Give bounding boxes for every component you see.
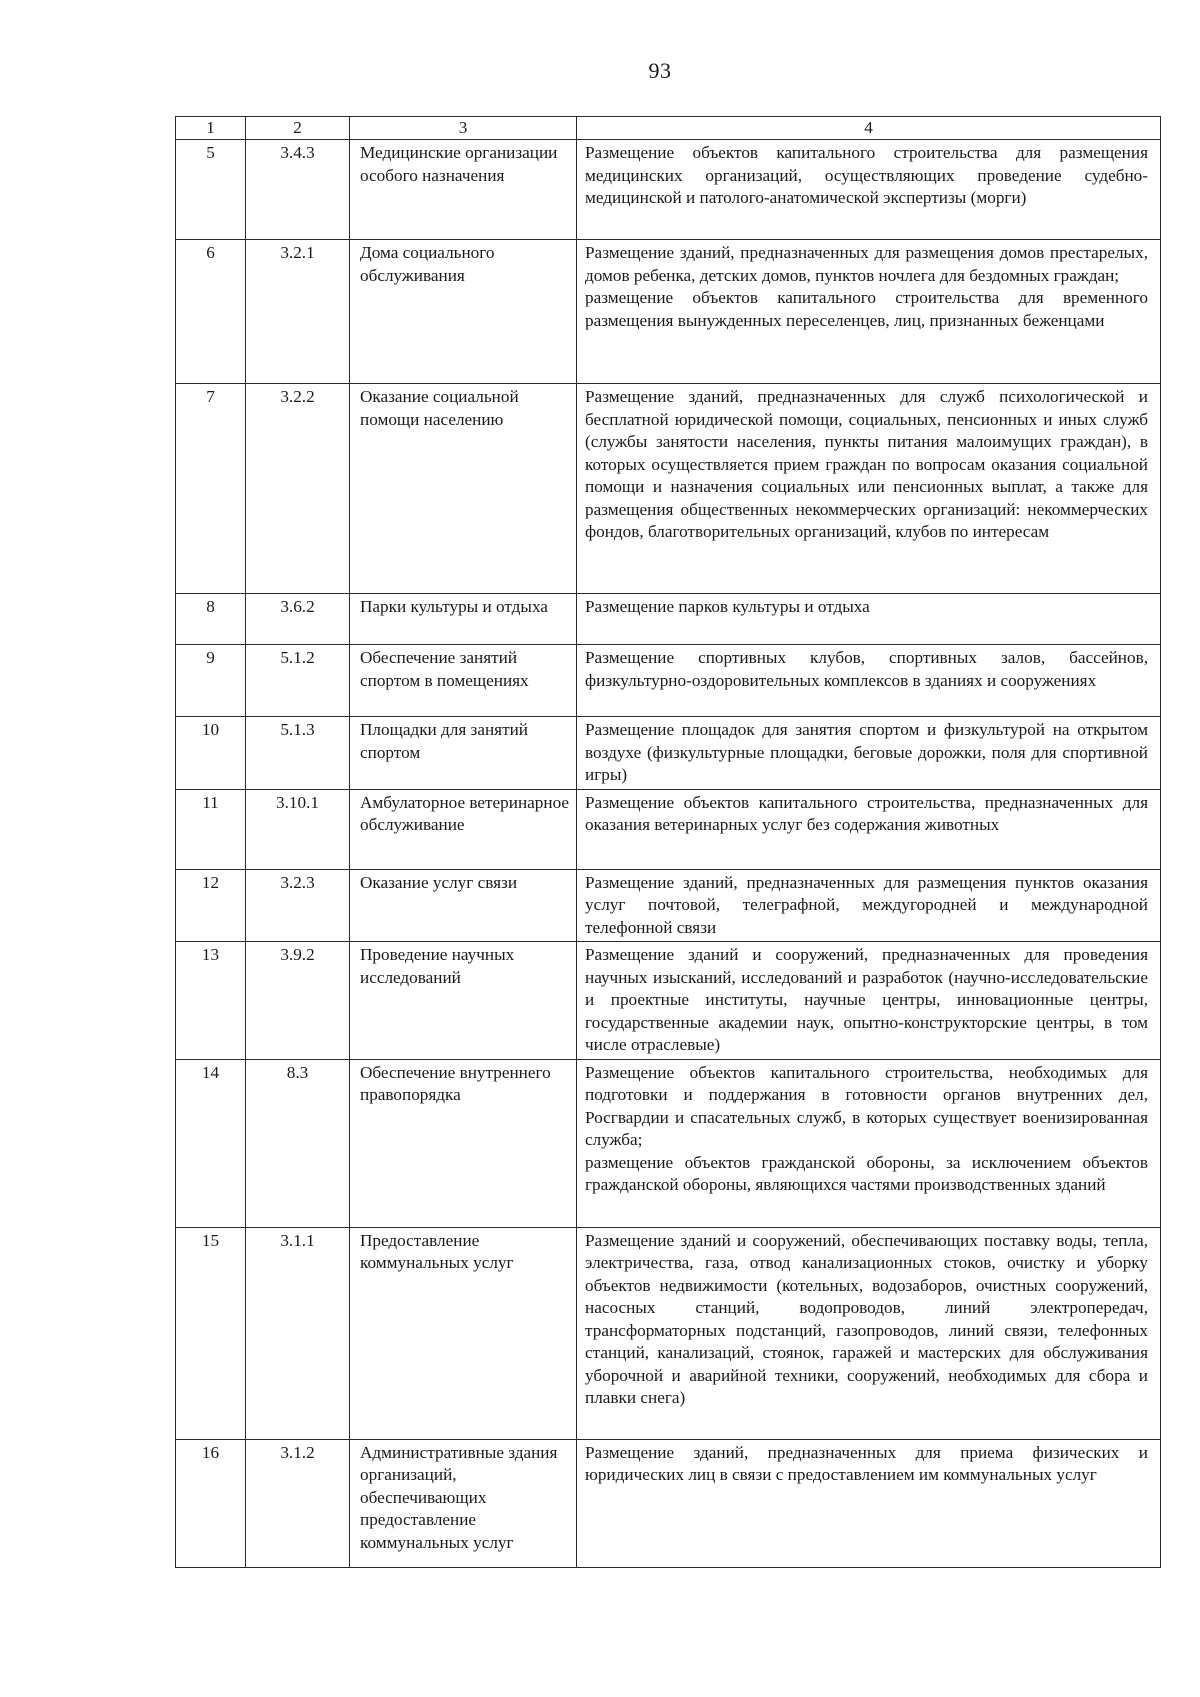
row-number-cell: 7 <box>176 384 246 594</box>
table-row <box>176 717 1161 790</box>
header-cell-3: 3 <box>350 117 577 140</box>
use-name-cell: Медицинские организации особого назначения <box>350 140 577 240</box>
use-description-cell <box>577 789 1161 869</box>
row-number-cell: 9 <box>176 645 246 717</box>
use-name-cell: Оказание услуг связи <box>350 869 577 942</box>
use-name-cell: Обеспечение внутреннего правопорядка <box>350 1059 577 1227</box>
row-number-cell: 16 <box>176 1439 246 1567</box>
table-row <box>176 140 1161 240</box>
description-paragraph: Размещение зданий, предназначенных для размещения пунктов оказания услуг почтовой, телеграфной, междугородней и международной телефонной связи <box>585 872 1148 937</box>
use-description-cell <box>577 942 1161 1060</box>
table-row <box>176 384 1161 594</box>
use-name-cell: Парки культуры и отдыха <box>350 594 577 645</box>
table-row <box>176 594 1161 645</box>
row-number-cell: 11 <box>176 789 246 869</box>
use-name-cell: Амбулаторное ветеринарное обслуживание <box>350 789 577 869</box>
row-number-cell: 13 <box>176 942 246 1060</box>
use-description-cell <box>577 594 1161 645</box>
use-description-cell <box>577 717 1161 790</box>
table-row <box>176 1227 1161 1439</box>
row-number-cell: 14 <box>176 1059 246 1227</box>
use-code-cell: 3.10.1 <box>246 789 350 869</box>
use-code-cell: 5.1.3 <box>246 717 350 790</box>
row-number-cell: 10 <box>176 717 246 790</box>
table-row <box>176 240 1161 384</box>
use-code-cell: 8.3 <box>246 1059 350 1227</box>
description-paragraph: Размещение объектов капитального строительства, необходимых для подготовки и поддержания в готовности органов внутренних дел, Росгвардии и спасательных служб, в которых существует военизированная служба; <box>585 1062 1148 1149</box>
row-number-cell: 8 <box>176 594 246 645</box>
use-name-cell: Предоставление коммунальных услуг <box>350 1227 577 1439</box>
use-code-cell: 3.4.3 <box>246 140 350 240</box>
use-description-cell <box>577 645 1161 717</box>
table-row <box>176 942 1161 1060</box>
row-number-cell: 6 <box>176 240 246 384</box>
use-name-cell: Площадки для занятий спортом <box>350 717 577 790</box>
use-code-cell: 3.6.2 <box>246 594 350 645</box>
use-name-cell: Оказание социальной помощи населению <box>350 384 577 594</box>
use-code-cell: 3.2.2 <box>246 384 350 594</box>
use-description-cell <box>577 1439 1161 1567</box>
description-paragraph: Размещение зданий, предназначенных для размещения домов престарелых, домов ребенка, детских домов, пунктов ночлега для бездомных граждан; <box>585 243 1148 285</box>
table-header-row <box>176 117 1161 140</box>
use-name-cell: Проведение научных исследований <box>350 942 577 1060</box>
use-code-cell: 3.9.2 <box>246 942 350 1060</box>
use-code-cell: 3.2.1 <box>246 240 350 384</box>
header-cell-1: 1 <box>176 117 246 140</box>
use-description-cell <box>577 240 1161 384</box>
use-description-cell <box>577 1227 1161 1439</box>
description-paragraph: Размещение объектов капитального строительства для размещения медицинских организаций, осуществляющих проведение судебно-медицинской и патолого-анатомической экспертизы (морги) <box>585 143 1148 207</box>
description-paragraph: Размещение спортивных клубов, спортивных залов, бассейнов, физкультурно-оздоровительных комплексов в зданиях и сооружениях <box>585 648 1148 690</box>
use-name-cell: Обеспечение занятий спортом в помещениях <box>350 645 577 717</box>
description-paragraph: Размещение парков культуры и отдыха <box>585 597 870 616</box>
header-cell-4: 4 <box>577 117 1161 140</box>
use-code-cell: 3.2.3 <box>246 869 350 942</box>
row-number-cell: 12 <box>176 869 246 942</box>
table-row <box>176 789 1161 869</box>
table-row <box>176 645 1161 717</box>
description-paragraph: Размещение зданий, предназначенных для служб психологической и бесплатной юридической помощи, социальных, пенсионных и иных служб (службы занятости населения, пункты питания малоимущих граждан), в которых осуществляется прием граждан по вопросам оказания социальной помощи и назначения социальных или пенсионных выплат, а также для размещения общественных некоммерческих организаций: некоммерческих фондов, благотворительных организаций, клубов по интересам <box>585 387 1148 541</box>
description-paragraph: Размещение зданий и сооружений, предназначенных для проведения научных изысканий, исследований и разработок (научно-исследовательские и проектные институты, научные центры, инновационные центры, государственные академии наук, опытно-конструкторские центры, в том числе отраслевые) <box>585 945 1148 1054</box>
land-use-table <box>175 116 1161 1568</box>
description-paragraph: Размещение зданий, предназначенных для приема физических и юридических лиц в связи с предоставлением им коммунальных услуг <box>585 1442 1148 1484</box>
row-number-cell: 5 <box>176 140 246 240</box>
use-name-cell: Дома социального обслуживания <box>350 240 577 384</box>
table-row <box>176 869 1161 942</box>
page-number: 93 <box>648 58 672 83</box>
use-description-cell <box>577 140 1161 240</box>
description-paragraph: размещение объектов капитального строительства для временного размещения вынужденных переселенцев, лиц, признанных беженцами <box>585 288 1148 330</box>
description-paragraph: Размещение зданий и сооружений, обеспечивающих поставку воды, тепла, электричества, газа, отвод канализационных стоков, очистку и уборку объектов недвижимости (котельных, водозаборов, очистных сооружений, насосных станций, водопроводов, линий электропередач, трансформаторных подстанций, газопроводов, линий связи, телефонных станций, канализаций, стоянок, гаражей и мастерских для обслуживания уборочной и аварийной техники, сооружений, необходимых для сбора и плавки снега) <box>585 1230 1148 1407</box>
use-code-cell: 3.1.1 <box>246 1227 350 1439</box>
row-number-cell: 15 <box>176 1227 246 1439</box>
table-row <box>176 1059 1161 1227</box>
header-cell-2: 2 <box>246 117 350 140</box>
description-paragraph: Размещение площадок для занятия спортом и физкультурой на открытом воздухе (физкультурные площадки, беговые дорожки, поля для спортивной игры) <box>585 720 1148 784</box>
description-paragraph: Размещение объектов капитального строительства, предназначенных для оказания ветеринарных услуг без содержания животных <box>585 792 1148 834</box>
use-name-cell: Административные здания организаций, обеспечивающих предоставление коммунальных услуг <box>350 1439 577 1567</box>
use-code-cell: 5.1.2 <box>246 645 350 717</box>
use-description-cell <box>577 384 1161 594</box>
use-description-cell <box>577 1059 1161 1227</box>
use-code-cell: 3.1.2 <box>246 1439 350 1567</box>
use-description-cell <box>577 869 1161 942</box>
table-row <box>176 1439 1161 1567</box>
description-paragraph: размещение объектов гражданской обороны, за исключением объектов гражданской обороны, являющихся частями производственных зданий <box>585 1152 1148 1194</box>
